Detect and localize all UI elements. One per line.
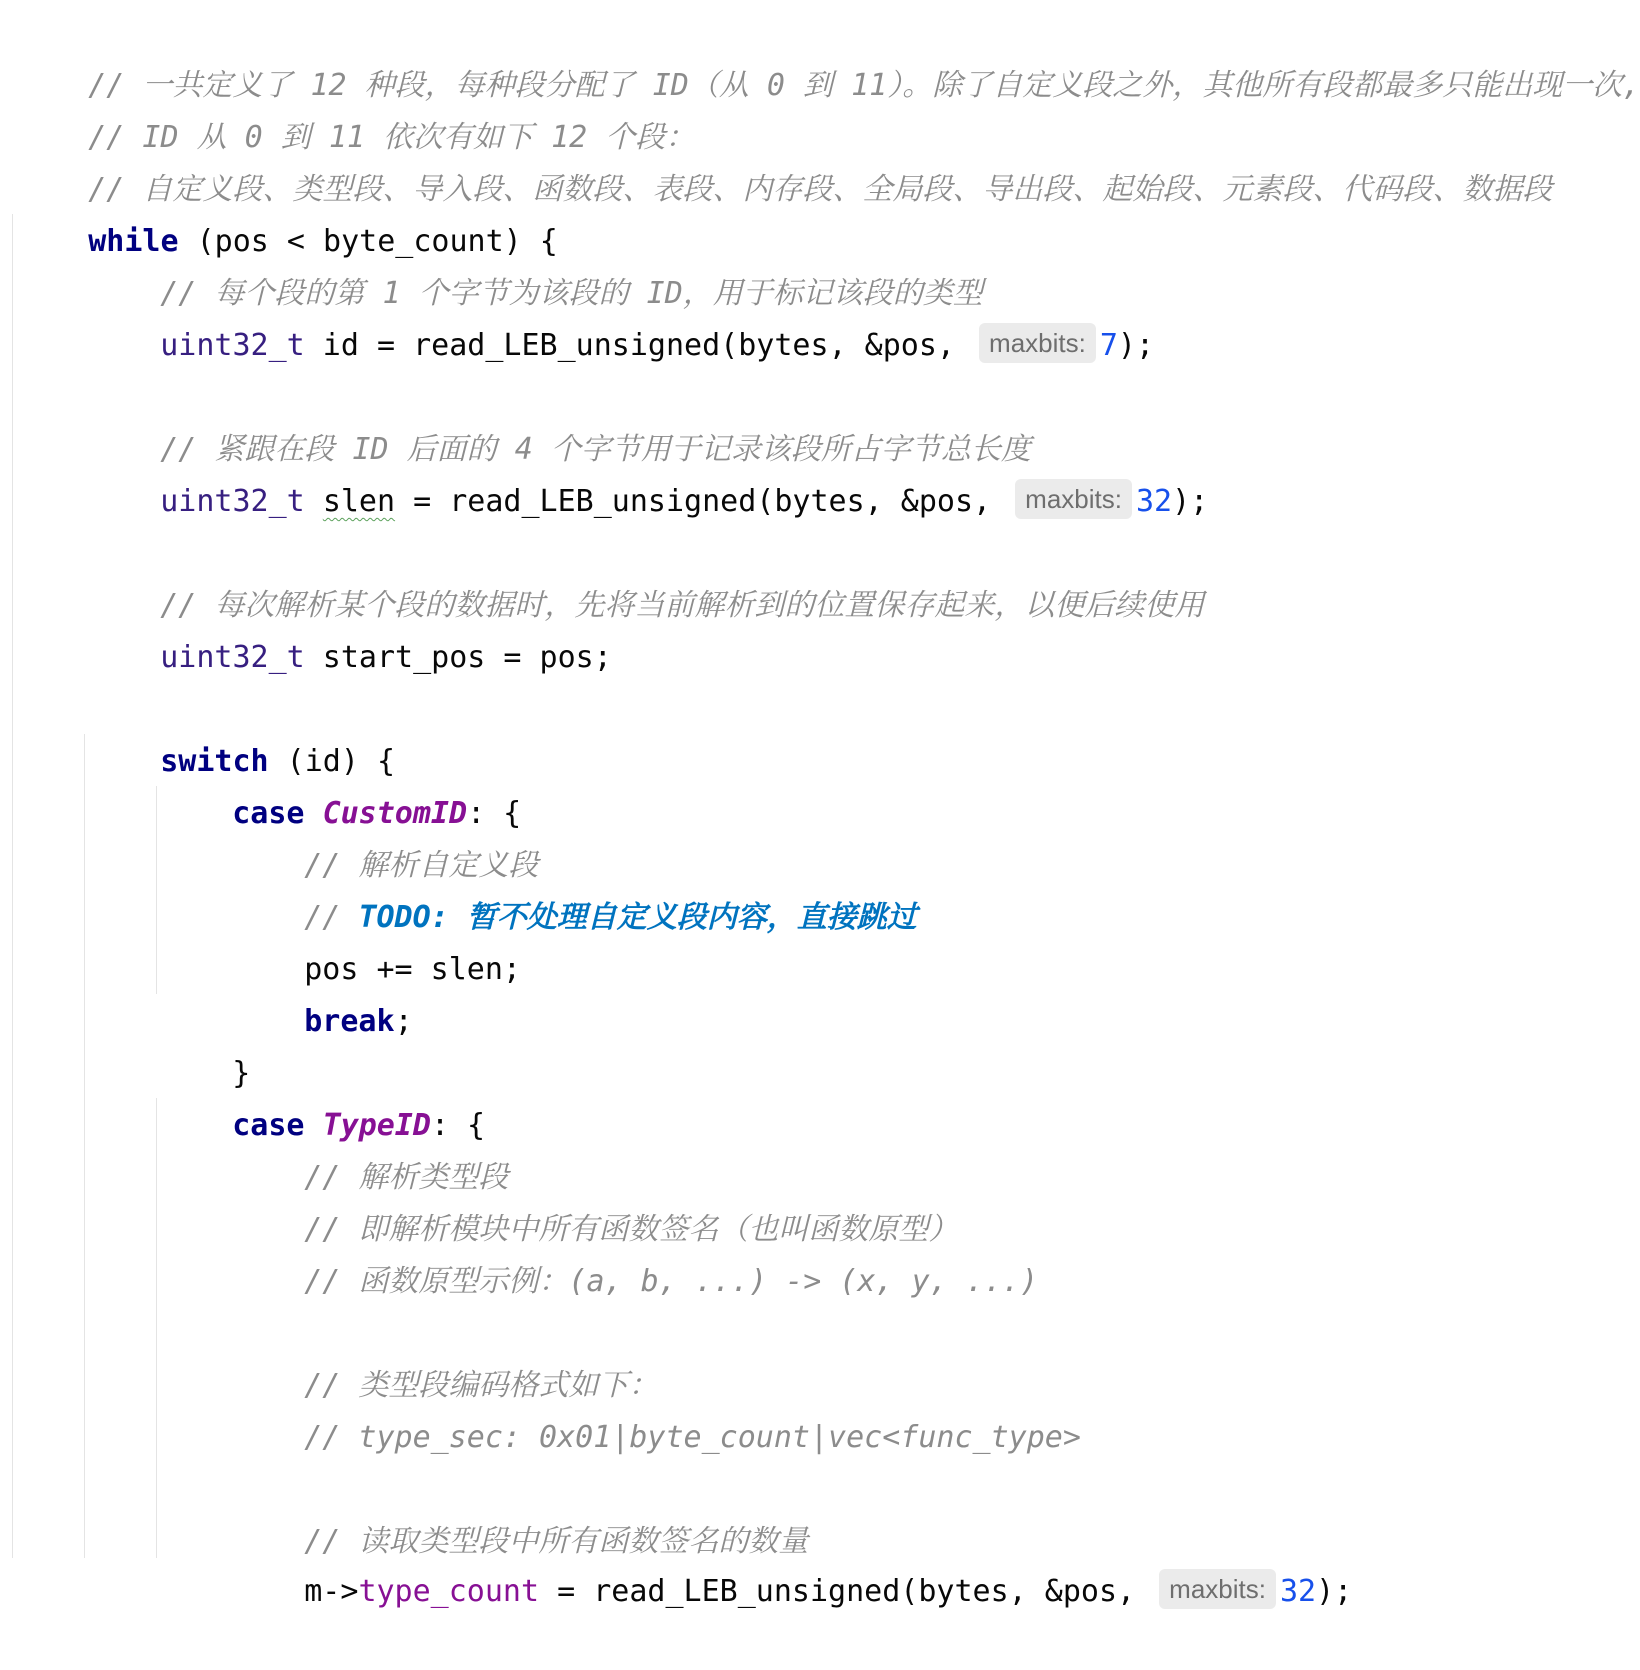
code-line[interactable] [232, 1514, 1353, 1609]
code-line[interactable] [88, 372, 1031, 467]
comment: // 函数原型示例：(a, b, ...) -> (x, y, ...) [304, 1264, 1039, 1299]
enum-constant: TypeID [322, 1108, 431, 1143]
code-line[interactable] [88, 216, 983, 311]
type-name: uint32_t [160, 640, 305, 675]
comment: // 类型段编码格式如下： [304, 1368, 659, 1403]
code-text: } [232, 1056, 251, 1091]
code-line[interactable] [88, 528, 1205, 623]
code-line[interactable] [232, 1464, 809, 1559]
code-line[interactable] [16, 164, 558, 259]
enum-constant: CustomID [322, 796, 468, 831]
code-line[interactable] [232, 1204, 1039, 1299]
code-text: ); [1316, 1574, 1353, 1609]
comment: // ID 从 0 到 11 依次有如下 12 个段： [88, 120, 696, 155]
code-line[interactable] [232, 944, 413, 1039]
comment: // 每个段的第 1 个字节为该段的 ID，用于标记该段的类型 [160, 276, 983, 311]
code-text: pos += slen; [304, 952, 521, 987]
comment: // 读取类型段中所有函数签名的数量 [304, 1524, 809, 1559]
code-text: (pos < byte_count) { [178, 224, 558, 259]
code-text: ; [394, 1004, 413, 1039]
number-literal: 7 [1099, 328, 1118, 363]
indent-guide-case-custom [156, 786, 157, 994]
code-text: start_pos = pos; [304, 640, 612, 675]
struct-field: type_count [358, 1574, 540, 1609]
todo-comment: TODO: 暂不处理自定义段内容，直接跳过 [358, 900, 917, 935]
code-line[interactable] [88, 580, 612, 675]
code-text: = read_LEB_unsigned(bytes, &pos, [539, 1574, 1154, 1609]
inlay-hint[interactable]: maxbits: [979, 323, 1096, 363]
code-text: ); [1172, 484, 1209, 519]
code-line[interactable] [88, 268, 1155, 363]
indent-guide-switch [84, 734, 85, 1558]
keyword: case [232, 796, 305, 831]
code-text: (id) { [268, 744, 396, 779]
comment: // 即解析模块中所有函数签名（也叫函数原型） [304, 1212, 959, 1247]
code-line[interactable] [16, 60, 696, 155]
code-line[interactable] [88, 424, 1209, 519]
comment: // 一共定义了 12 种段，每种段分配了 ID（从 0 到 11）。除了自定义段之外，其他所有段都最多只能出现一次, [88, 68, 1640, 103]
code-text [305, 484, 323, 519]
comment: // 紧跟在段 ID 后面的 4 个字节用于记录该段所占字节总长度 [160, 432, 1031, 467]
code-line[interactable] [232, 1360, 1081, 1455]
number-literal: 32 [1135, 484, 1173, 519]
typo-warning[interactable]: slen [322, 484, 396, 519]
code-text: : { [430, 1108, 486, 1143]
code-text: id = read_LEB_unsigned(bytes, &pos, [304, 328, 974, 363]
code-line[interactable] [232, 788, 539, 883]
type-name: uint32_t [160, 484, 305, 519]
code-text: : { [467, 796, 522, 831]
code-line[interactable] [160, 736, 522, 831]
code-line[interactable] [16, 112, 1553, 207]
code-text: ); [1117, 328, 1155, 363]
comment: // [304, 900, 359, 935]
code-line[interactable] [232, 892, 521, 987]
code-text: = read_LEB_unsigned(bytes, &pos, [395, 484, 1010, 519]
comment: // 每次解析某个段的数据时，先将当前解析到的位置保存起来，以便后续使用 [160, 588, 1205, 623]
keyword: case [232, 1108, 305, 1143]
inlay-hint[interactable]: maxbits: [1015, 479, 1132, 519]
comment: // type_sec: 0x01|byte_count|vec<func_type> [304, 1420, 1081, 1455]
comment: // 解析自定义段 [304, 848, 539, 883]
keyword: switch [160, 744, 269, 779]
code-line[interactable] [232, 1100, 509, 1195]
indent-guide-while [12, 214, 13, 1558]
keyword: break [304, 1004, 395, 1039]
code-line[interactable] [16, 8, 1640, 103]
code-line[interactable] [232, 840, 917, 935]
code-line[interactable] [232, 1152, 959, 1247]
inlay-hint[interactable]: maxbits: [1159, 1569, 1276, 1609]
code-line[interactable] [160, 996, 251, 1091]
type-name: uint32_t [160, 328, 305, 363]
keyword: while [88, 224, 179, 259]
comment: // 解析类型段 [304, 1160, 509, 1195]
code-line[interactable] [232, 1308, 659, 1403]
indent-guide-case-type [156, 1098, 157, 1558]
code-text: m-> [304, 1574, 359, 1609]
number-literal: 32 [1279, 1574, 1317, 1609]
code-line[interactable] [160, 1048, 486, 1143]
code-line[interactable] [88, 684, 396, 779]
comment: // 自定义段、类型段、导入段、函数段、表段、内存段、全局段、导出段、起始段、元素段、代码段、数据段 [88, 172, 1553, 207]
